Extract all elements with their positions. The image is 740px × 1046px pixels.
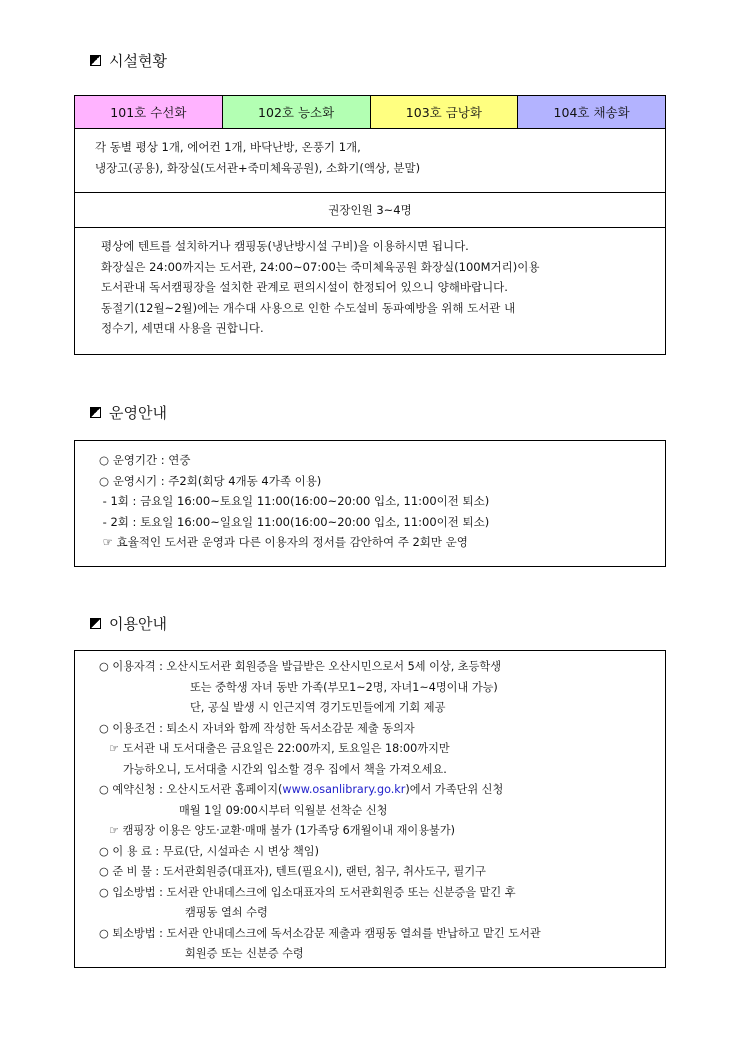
checkbox-square-icon <box>90 55 101 66</box>
operation-line: - 2회 : 토요일 16:00~일요일 11:00(16:00~20:00 입소, 11:00이전 퇴소) <box>99 514 490 529</box>
condition-line: 가능하오니, 도서대출 시간외 입소할 경우 집에서 책을 가져오세요. <box>123 762 447 776</box>
checkbox-square-icon <box>90 407 101 418</box>
checkin-line: 캠핑동 열쇠 수령 <box>185 906 268 919</box>
qualification-line: 단, 공실 발생 시 인근지역 경기도민들에게 기회 제공 <box>190 701 446 714</box>
notes-cell <box>75 228 665 339</box>
note-line: 화장실은 24:00까지는 도서관, 24:00~07:00는 죽미체육공원 화장실(100M거리)이용 <box>101 259 540 274</box>
checkout-line: 회원증 또는 신분증 수령 <box>185 947 304 960</box>
condition-line: ☞ 도서관 내 도서대출은 금요일은 22:00까지, 토요일은 18:00까지만 <box>109 742 450 755</box>
facilities-title: 시설현황 <box>109 52 167 70</box>
room-101: 101호 수선화 <box>75 96 223 128</box>
amenities-line: 각 동별 평상 1개, 에어컨 1개, 바닥난방, 온풍기 1개, <box>95 140 361 154</box>
note-line: 평상에 텐트를 설치하거나 캠핑동(냉난방시설 구비)을 이용하시면 됩니다. <box>101 239 469 253</box>
amenities-line: 냉장고(공용), 화장실(도서관+죽미체육공원), 소화기(액상, 분말) <box>95 160 421 175</box>
reservation-line <box>99 780 665 801</box>
preparation-line: ○ 준 비 물 : 도서관회원증(대표자), 텐트(필요시), 랜턴, 침구, 취사도구, 필기구 <box>99 865 486 878</box>
homepage-link[interactable]: www.osanlibrary.go.kr <box>282 783 406 796</box>
usage-title: 이용안내 <box>109 615 167 633</box>
amenities-cell <box>75 129 665 193</box>
qualification-line: 또는 중학생 자녀 동반 가족(부모1~2명, 자녀1~4명이내 가능) <box>190 680 498 694</box>
operation-heading <box>90 402 167 423</box>
qualification-line: ○ 이용자격 : 오산시도서관 회원증을 발급받은 오산시민으로서 5세 이상, 초등학생 <box>99 660 502 673</box>
room-102: 102호 능소화 <box>223 96 371 128</box>
operation-box <box>74 440 666 567</box>
capacity-cell <box>75 193 665 228</box>
room-row <box>75 96 665 129</box>
capacity-text: 권장인원 3~4명 <box>328 203 412 217</box>
room-103: 103호 금낭화 <box>371 96 519 128</box>
condition-line: ○ 이용조건 : 퇴소시 자녀와 함께 작성한 독서소감문 제출 동의자 <box>99 721 415 735</box>
reservation-line: 매월 1일 09:00시부터 익월분 선착순 신청 <box>179 803 388 817</box>
room-104: 104호 채송화 <box>518 96 665 128</box>
operation-line: - 1회 : 금요일 16:00~토요일 11:00(16:00~20:00 입소, 11:00이전 퇴소) <box>99 494 490 508</box>
reservation-suffix: )에서 가족단위 신청 <box>405 783 504 796</box>
note-line: 정수기, 세면대 사용을 권합니다. <box>101 321 264 335</box>
fee-line: ○ 이 용 료 : 무료(단, 시설파손 시 변상 책임) <box>99 844 319 858</box>
note-line: 도서관내 독서캠핑장을 설치한 관계로 편의시설이 한정되어 있으니 양해바랍니다. <box>101 280 508 294</box>
facilities-heading <box>90 50 167 71</box>
facilities-table <box>74 95 666 355</box>
operation-line: ○ 운영기간 : 연중 <box>99 453 191 467</box>
usage-heading <box>90 613 167 634</box>
note-line: 동절기(12월~2월)에는 개수대 사용으로 인한 수도설비 동파예방을 위해 도서관 내 <box>101 300 516 315</box>
operation-line: ☞ 효율적인 도서관 운영과 다른 이용자의 정서를 감안하여 주 2회만 운영 <box>99 535 468 549</box>
checkout-line: ○ 퇴소방법 : 도서관 안내데스크에 독서소감문 제출과 캠핑동 열쇠를 반납하고 맡긴 도서관 <box>99 926 541 940</box>
usage-box <box>74 650 666 968</box>
reservation-line: ☞ 캠핑장 이용은 양도·교환·매매 불가 (1가족당 6개월이내 재이용불가) <box>109 824 455 837</box>
reservation-prefix: ○ 예약신청 : 오산시도서관 홈페이지( <box>99 783 283 796</box>
operation-title: 운영안내 <box>109 404 167 422</box>
checkin-line: ○ 입소방법 : 도서관 안내데스크에 입소대표자의 도서관회원증 또는 신분증을 맡긴 후 <box>99 885 516 899</box>
operation-line: ○ 운영시기 : 주2회(회당 4개동 4가족 이용) <box>99 473 322 488</box>
checkbox-square-icon <box>90 618 101 629</box>
